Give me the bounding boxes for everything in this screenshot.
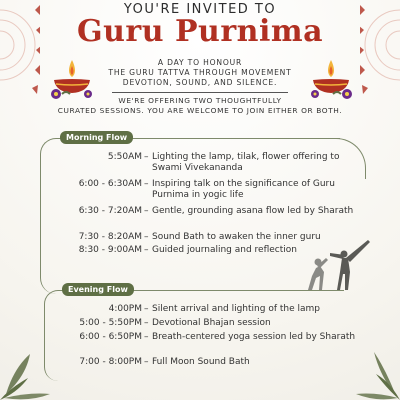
offer-line: CURATED SESSIONS. YOU ARE WELCOME TO JOIN EITHER OR BOTH. <box>57 105 343 115</box>
schedule-activity: Devotional Bhajan session <box>152 318 271 328</box>
schedule-time: 5:50AM <box>107 152 142 162</box>
schedule-time: 6:00 - 6:30AM <box>78 179 142 189</box>
subtitle-line: A DAY TO HONOUR <box>157 58 243 67</box>
dash: – <box>144 332 149 342</box>
invite-heading: YOU'RE INVITED TO <box>123 2 277 17</box>
subtitle-line: DEVOTION, SOUND, AND SILENCE. <box>122 78 278 87</box>
schedule-time: 6:30 - 7:20AM <box>78 206 142 216</box>
section-frame <box>40 138 63 294</box>
schedule-time: 7:00 - 8:00PM <box>79 357 142 367</box>
divider <box>112 92 288 93</box>
schedule-time: 5:00 - 5:50PM <box>79 318 142 328</box>
schedule-activity: Inspiring talk on the significance of Guru Purnima in yogic life <box>152 179 335 200</box>
diya-lamp-icon <box>307 58 355 102</box>
yoga-pose-icon <box>298 232 378 292</box>
schedule-activity: Full Moon Sound Bath <box>152 357 250 367</box>
dash: – <box>144 179 149 189</box>
dash: – <box>144 304 149 314</box>
schedule-time: 8:30 - 9:00AM <box>78 245 142 255</box>
schedule-time: 6:00 - 6:50PM <box>79 332 142 342</box>
schedule-activity: Breath-centered yoga session led by Sharath <box>152 332 356 342</box>
schedule-time: 4:00PM <box>108 304 142 314</box>
dash: – <box>144 232 149 242</box>
evening-flow-label: Evening Flow <box>62 283 134 296</box>
schedule-time: 7:30 - 8:20AM <box>78 232 142 242</box>
offer-line: WE'RE OFFERING TWO THOUGHTFULLY <box>118 96 282 105</box>
diya-lamp-icon <box>48 58 96 102</box>
leaf-icon <box>350 346 400 400</box>
schedule-activity: Gentle, grounding asana flow led by Sharath <box>152 206 354 216</box>
schedule-activity: Silent arrival and lighting of the lamp <box>152 304 320 314</box>
page-title: Guru Purnima <box>76 14 324 49</box>
section-rule <box>110 138 340 139</box>
dash: – <box>144 206 149 216</box>
morning-flow-label: Morning Flow <box>60 131 133 144</box>
subtitle <box>95 58 305 88</box>
dash: – <box>144 245 149 255</box>
schedule-activity: Sound Bath to awaken the inner guru <box>152 232 321 242</box>
dash: – <box>144 318 149 328</box>
dash: – <box>144 357 149 367</box>
schedule-activity: Lighting the lamp, tilak, flower offering to Swami Vivekananda <box>152 152 340 173</box>
schedule-activity: Guided journaling and reflection <box>152 245 297 255</box>
dash: – <box>144 152 149 162</box>
leaf-icon <box>0 348 60 400</box>
subtitle-line: THE GURU TATTVA THROUGH MOVEMENT <box>108 68 292 77</box>
